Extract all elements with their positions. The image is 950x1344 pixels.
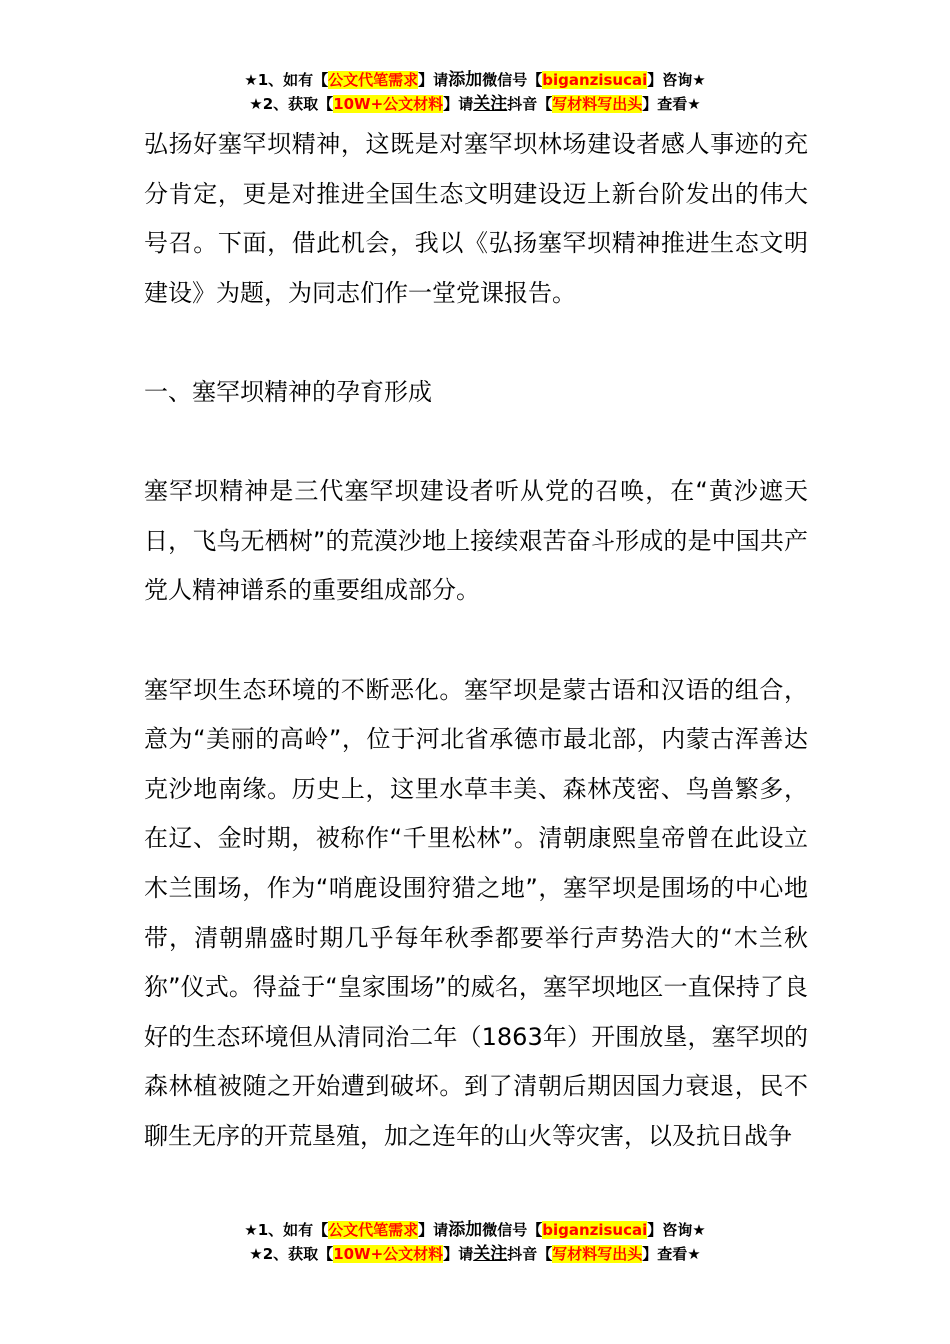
promo-emphasis: 添加 — [448, 70, 483, 90]
promo-highlight-service: 公文代笔需求 — [328, 71, 419, 89]
promo-highlight-materials: 10W+公文材料 — [333, 1245, 444, 1263]
promo-highlight-materials: 10W+公文材料 — [333, 95, 444, 113]
promo-text: 微信号【 — [482, 71, 543, 89]
promo-banner-top — [0, 68, 950, 116]
promo-text: 】请 — [443, 1245, 474, 1263]
promo-text: 】请 — [418, 1221, 449, 1239]
paragraph-spacer — [144, 616, 808, 666]
promo-text: 】请 — [418, 71, 449, 89]
promo-line-2 — [0, 1242, 950, 1266]
promo-text: 】查看★ — [642, 1245, 701, 1263]
paragraph-spacer — [144, 418, 808, 468]
promo-text: 】咨询★ — [647, 71, 706, 89]
promo-text: ★1、如有【 — [244, 71, 329, 89]
promo-line-1 — [0, 1218, 950, 1242]
promo-emphasis: 关注 — [473, 1244, 508, 1264]
promo-text: ★1、如有【 — [244, 1221, 329, 1239]
promo-text: ★2、获取【 — [249, 95, 334, 113]
promo-text: 微信号【 — [482, 1221, 543, 1239]
promo-text: 】咨询★ — [647, 1221, 706, 1239]
promo-line-1 — [0, 68, 950, 92]
promo-text: 抖音【 — [507, 1245, 553, 1263]
promo-text: 抖音【 — [507, 95, 553, 113]
promo-highlight-douyin: 写材料写出头 — [552, 95, 643, 113]
intro-paragraph: 弘扬好塞罕坝精神，这既是对塞罕坝林场建设者感人事迹的充分肯定，更是对推进全国生态文明建设迈上新台阶发出的伟大号召。下面，借此机会，我以《弘扬塞罕坝精神推进生态文明建设》为题，为同志们作一堂党课报告。 — [144, 130, 808, 307]
section-heading: 一、塞罕坝精神的孕育形成 — [144, 377, 432, 406]
promo-highlight-douyin: 写材料写出头 — [552, 1245, 643, 1263]
promo-highlight-wechat-id: biganzisucai — [542, 1221, 648, 1239]
promo-text: 】查看★ — [642, 95, 701, 113]
promo-emphasis: 关注 — [473, 94, 508, 114]
promo-text: ★2、获取【 — [249, 1245, 334, 1263]
paragraph-spacer — [144, 318, 808, 368]
promo-emphasis: 添加 — [448, 1220, 483, 1240]
promo-highlight-wechat-id: biganzisucai — [542, 71, 648, 89]
promo-highlight-service: 公文代笔需求 — [328, 1221, 419, 1239]
promo-banner-bottom — [0, 1218, 950, 1266]
document-body — [144, 120, 808, 1161]
body-paragraph: 塞罕坝生态环境的不断恶化。塞罕坝是蒙古语和汉语的组合，意为“美丽的高岭”，位于河北省承德市最北部，内蒙古浑善达克沙地南缘。历史上，这里水草丰美、森林茂密、鸟兽繁多，在辽、金时期，被称作“千里松林”。清朝康熙皇帝曾在此设立木兰围场，作为“哨鹿设围狩猎之地”，塞罕坝是围场的中心地带，清朝鼎盛时期几乎每年秋季都要举行声势浩大的“木兰秋狝”仪式。得益于“皇家围场”的威名，塞罕坝地区一直保持了良好的生态环境但从清同治二年（1863年）开围放垦，塞罕坝的森林植被随之开始遭到破坏。到了清朝后期因国力衰退，民不聊生无序的开荒垦殖，加之连年的山火等灾害，以及抗日战争 — [144, 675, 808, 1150]
promo-line-2 — [0, 92, 950, 116]
promo-text: 】请 — [443, 95, 474, 113]
body-paragraph: 塞罕坝精神是三代塞罕坝建设者听从党的召唤，在“黄沙遮天日，飞鸟无栖树”的荒漠沙地上接续艰苦奋斗形成的是中国共产党人精神谱系的重要组成部分。 — [144, 477, 808, 605]
